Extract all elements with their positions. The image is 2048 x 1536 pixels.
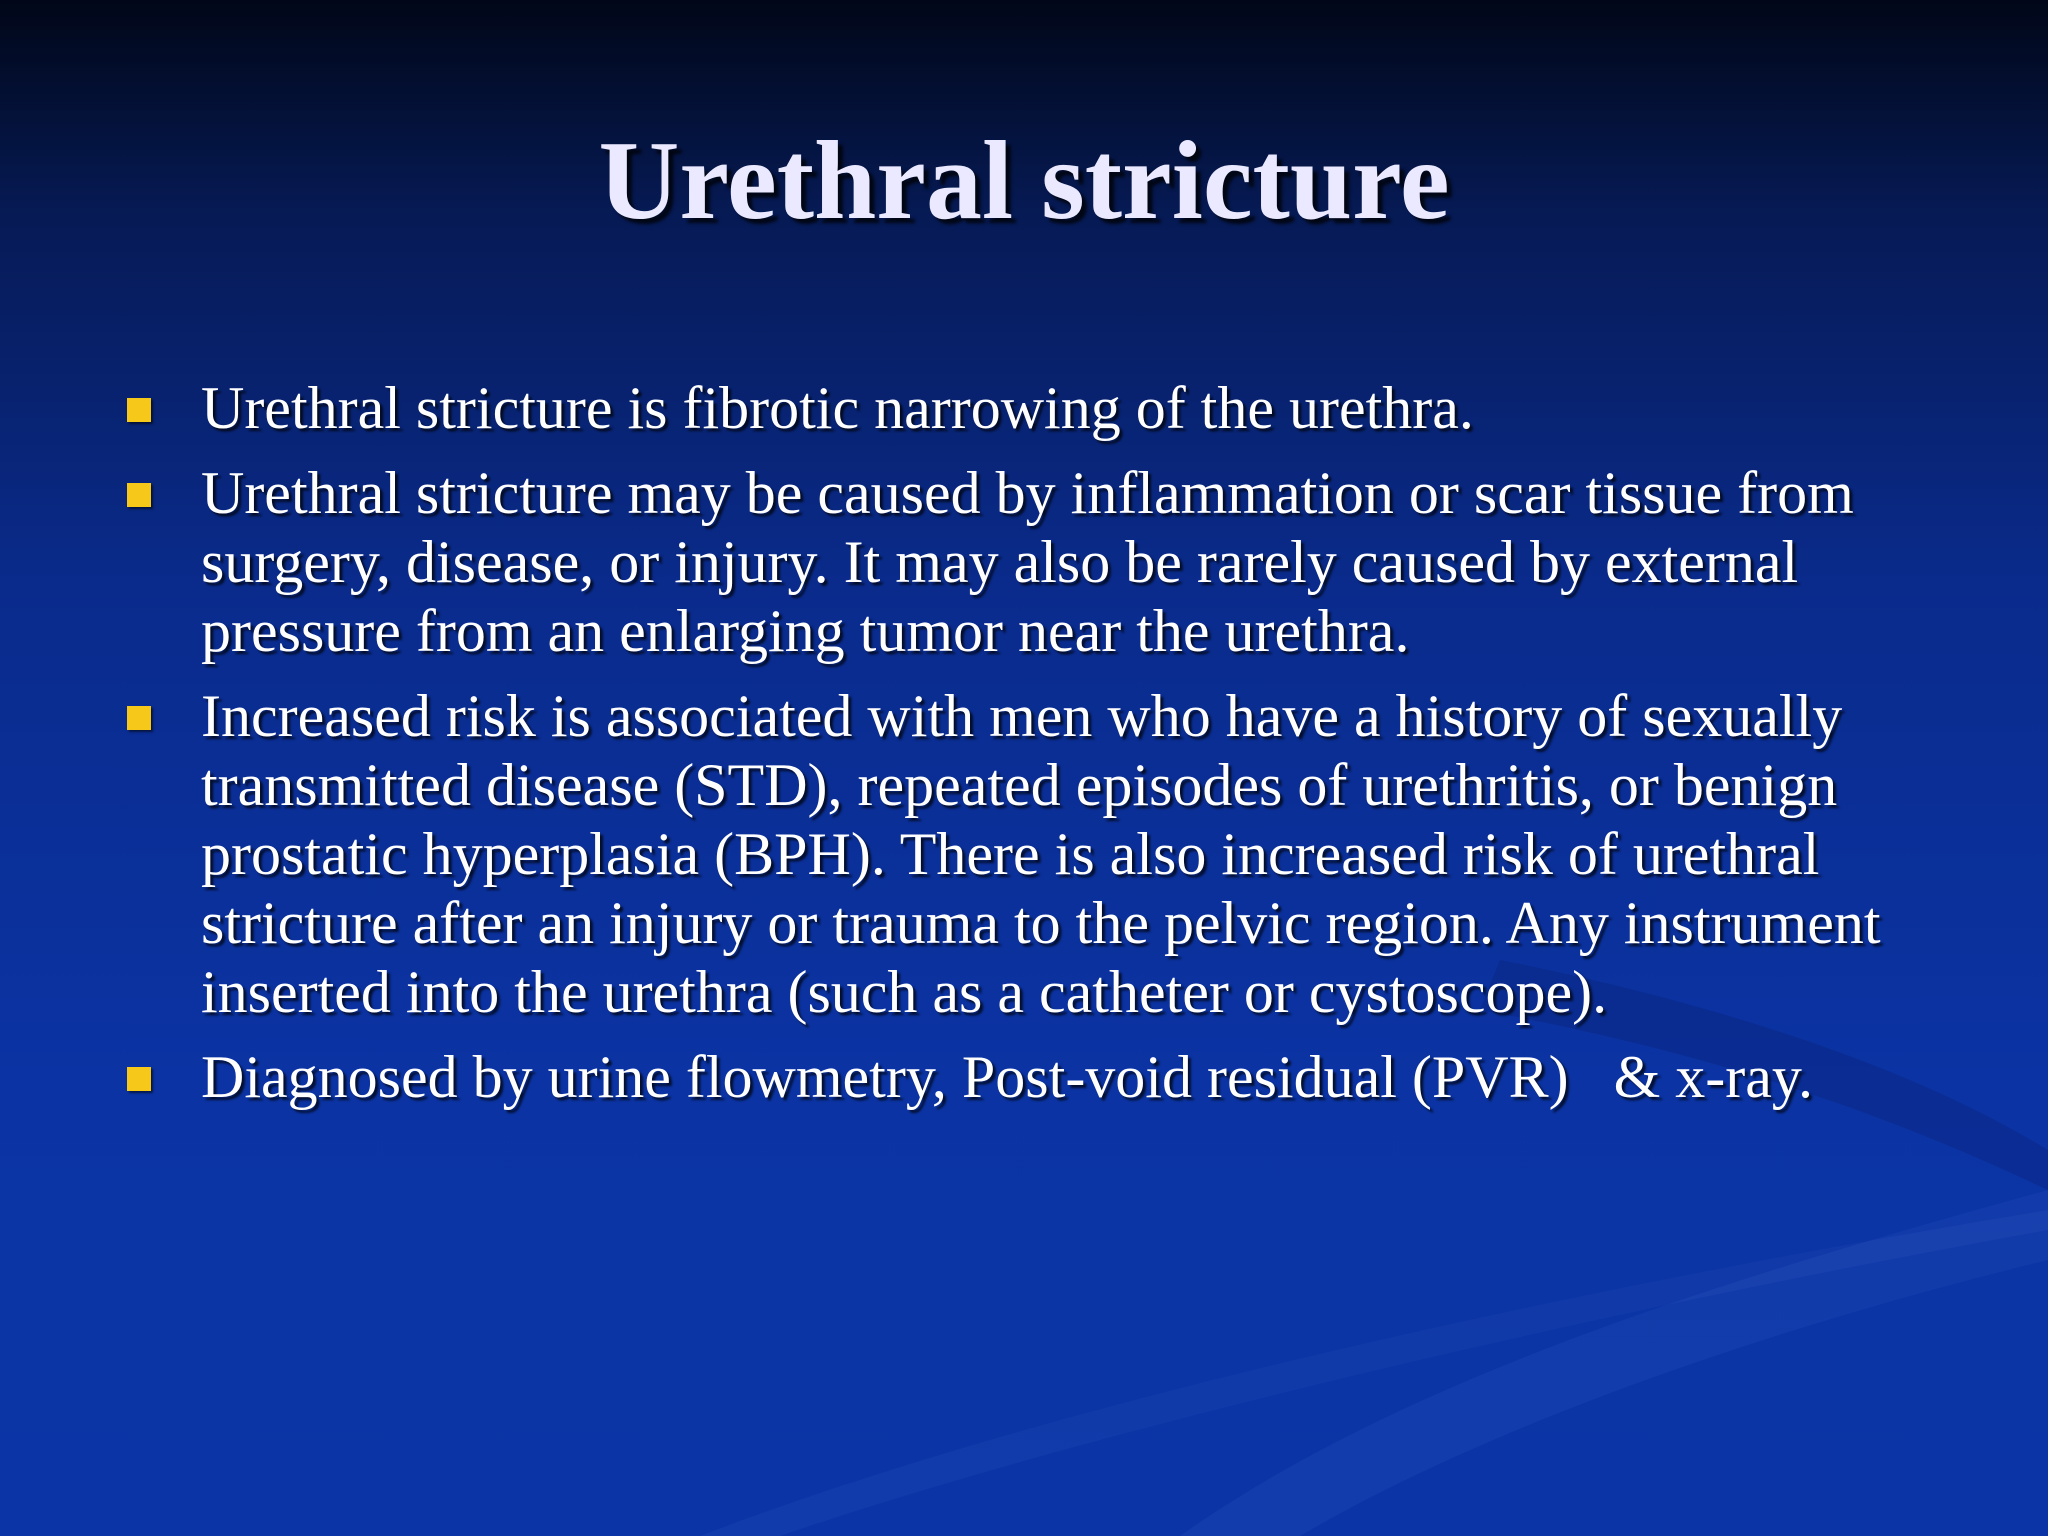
bullet-item: [124, 459, 1924, 666]
bullet-list: [124, 374, 1924, 1128]
bullet-item: [124, 1043, 1924, 1112]
square-bullet-icon: [127, 398, 151, 422]
bullet-text: Diagnosed by urine flowmetry, Post-void residual (PVR) & x-ray.: [201, 1044, 1813, 1110]
square-bullet-icon: [127, 483, 151, 507]
bullet-item: [124, 682, 1924, 1027]
bullet-text: Urethral stricture is fibrotic narrowing of the urethra.: [201, 375, 1474, 441]
bullet-text: Increased risk is associated with men who have a history of sexually transmitted disease (STD), repeated episodes of urethritis, or benign prostatic hyperplasia (BPH). There is also increased risk of urethral stricture after an injury or trauma to the pelvic region. Any instrument inserted into the urethra (such as a catheter or cystoscope).: [201, 683, 1881, 1025]
square-bullet-icon: [127, 1067, 151, 1091]
slide-title: Urethral stricture: [598, 119, 1450, 243]
square-bullet-icon: [127, 706, 151, 730]
bullet-text: Urethral stricture may be caused by inflammation or scar tissue from surgery, disease, or injury. It may also be rarely caused by external pressure from an enlarging tumor near the urethra.: [201, 460, 1854, 664]
bullet-item: [124, 374, 1924, 443]
